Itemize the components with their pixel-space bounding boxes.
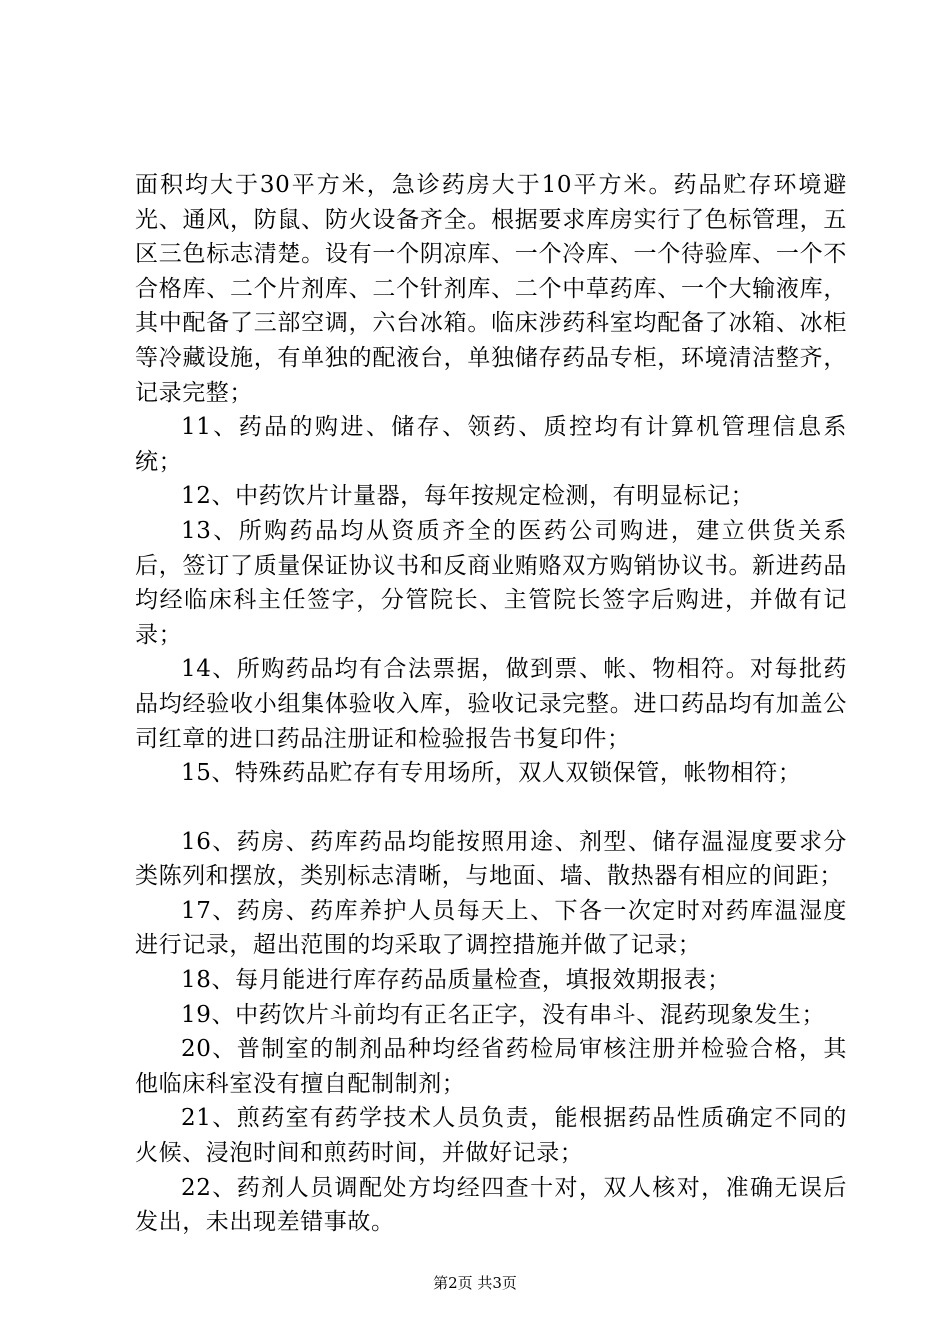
paragraph-item-22: 22、药剂人员调配处方均经四查十对，双人核对，准确无误后发出，未出现差错事故。 — [135, 1174, 847, 1236]
paragraph-storage-conditions: 面积均大于30平方米，急诊药房大于10平方米。药品贮存环境避光、通风，防鼠、防火设备齐全。根据要求库房实行了色标管理，五区三色标志清楚。设有一个阴凉库、一个冷库、一个待验库、一个不合格库、二个片剂库、二个针剂库、二个中草药库、一个大输液库，其中配备了三部空调，六台冰箱。临床涉药科室均配备了冰箱、冰柜等冷藏设施，有单独的配液台，单独储存药品专柜，环境清洁整齐，记录完整； — [135, 172, 847, 406]
paragraph-item-11: 11、药品的购进、储存、领药、质控均有计算机管理信息系统； — [135, 414, 847, 475]
paragraph-item-17: 17、药房、药库养护人员每天上、下各一次定时对药库温湿度进行记录，超出范围的均采取了调控措施并做了记录； — [135, 897, 847, 959]
paragraph-item-20: 20、普制室的制剂品种均经省药检局审核注册并检验合格，其他临床科室没有擅自配制制剂； — [135, 1036, 847, 1097]
paragraph-item-18: 18、每月能进行库存药品质量检查，填报效期报表； — [181, 967, 731, 994]
paragraph-item-16: 16、药房、药库药品均能按照用途、剂型、储存温湿度要求分类陈列和摆放，类别标志清晰，与地面、墙、散热器有相应的间距； — [135, 828, 847, 890]
paragraph-item-12: 12、中药饮片计量器，每年按规定检测，有明显标记； — [181, 483, 755, 510]
paragraph-item-19: 19、中药饮片斗前均有正名正字，没有串斗、混药现象发生； — [181, 1001, 826, 1028]
paragraph-item-13: 13、所购药品均从资质齐全的医药公司购进，建立供货关系后，签订了质量保证协议书和反商业贿赂双方购销协议书。新进药品均经临床科主任签字，分管院长、主管院长签字后购进，并做有记录； — [135, 517, 847, 648]
page-number-footer: 第2页 共3页 — [433, 1274, 517, 1292]
paragraph-item-14: 14、所购药品均有合法票据，做到票、帐、物相符。对每批药品均经验收小组集体验收入库，验收记录完整。进口药品均有加盖公司红章的进口药品注册证和检验报告书复印件； — [135, 656, 847, 752]
paragraph-item-15: 15、特殊药品贮存有专用场所，双人双锁保管，帐物相符； — [181, 760, 802, 787]
document-body — [135, 168, 847, 1240]
paragraph-item-21: 21、煎药室有药学技术人员负责，能根据药品性质确定不同的火候、浸泡时间和煎药时间，并做好记录； — [135, 1105, 847, 1167]
